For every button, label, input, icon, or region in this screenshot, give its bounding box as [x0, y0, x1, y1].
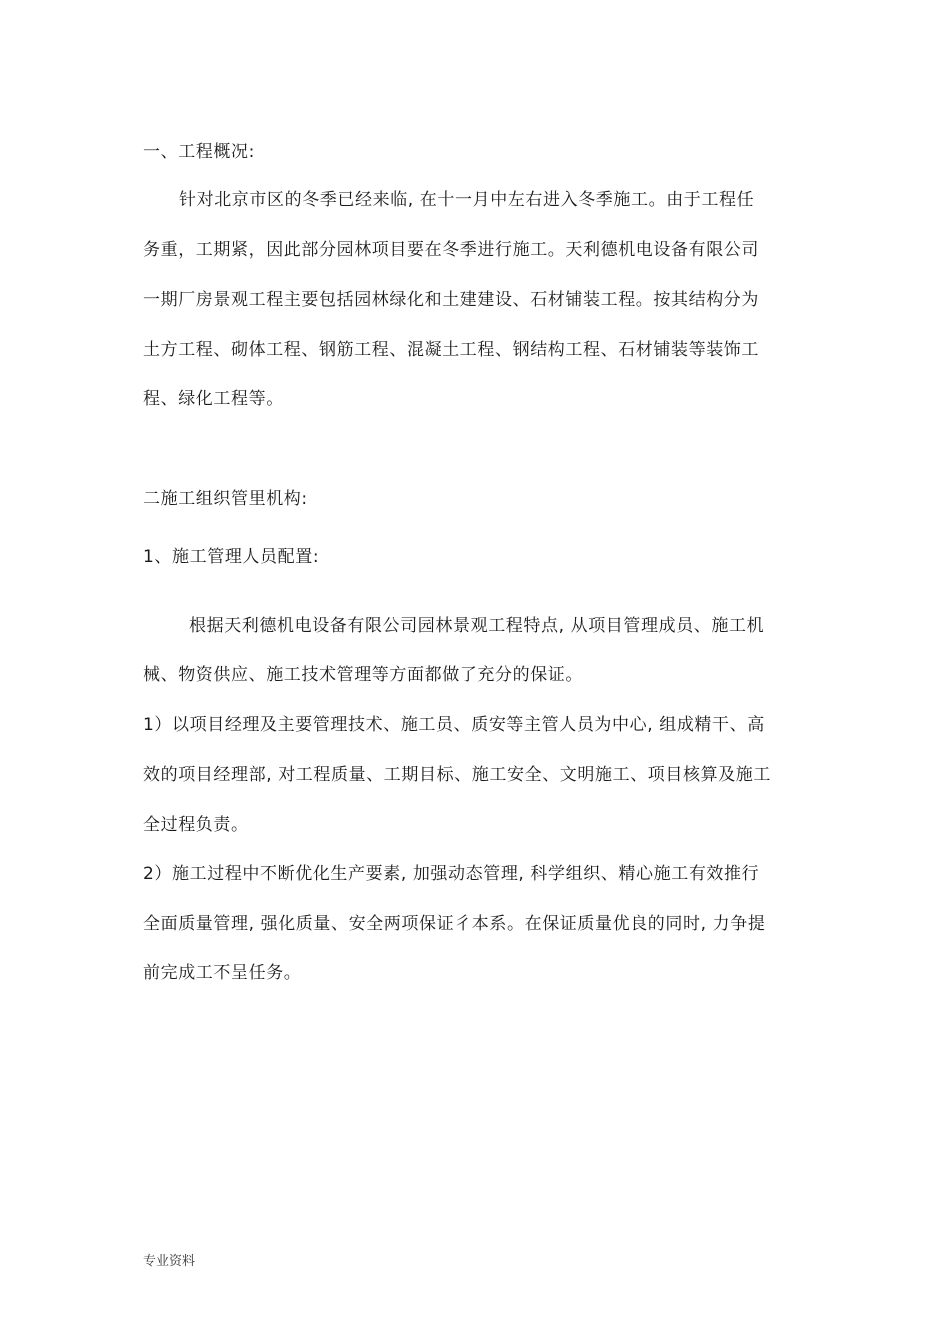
s2-para-line-1: 根据天利德机电设备有限公司园林景观工程特点, 从项目管理成员、施工机	[189, 616, 765, 636]
s1-line-1: 针对北京市区的冬季已经来临, 在十一月中左右进入冬季施工。由于工程任	[179, 190, 755, 210]
item-2-line-1: 2）施工过程中不断优化生产要素, 加强动态管理, 科学组织、精心施工有效推行	[143, 864, 760, 884]
item-2-line-3: 前完成工不呈任务。	[143, 963, 302, 983]
item-1-line-3: 全过程负责。	[143, 815, 249, 835]
item-2-line-2: 全面质量管理, 强化质量、安全两项保证彳本系。在保证质量优良的同时, 力争提	[143, 914, 766, 934]
item-1-line-2: 效的项目经理部, 对工程质量、工期目标、施工安全、文明施工、项目核算及施工	[143, 765, 772, 785]
s1-line-4: 土方工程、砌体工程、钢筋工程、混凝土工程、钢结构工程、石材铺装等装饰工	[143, 340, 759, 360]
section-2-subheading: 1、施工管理人员配置:	[143, 547, 320, 567]
page-footer: 专业资料	[143, 1254, 196, 1269]
s2-para-line-2: 械、物资供应、施工技术管理等方面都做了充分的保证。	[143, 665, 583, 685]
section-1-heading: 一、工程概况:	[143, 142, 255, 162]
s1-line-5: 程、绿化工程等。	[143, 389, 284, 409]
section-2-heading: 二施工组织管里机构:	[143, 489, 308, 509]
item-1-line-1: 1）以项目经理及主要管理技术、施工员、质安等主管人员为中心, 组成精干、高	[143, 715, 765, 735]
s1-line-3: 一期厂房景观工程主要包括园林绿化和土建建设、石材铺装工程。按其结构分为	[143, 290, 759, 310]
s1-line-2: 务重，工期紧，因此部分园林项目要在冬季进行施工。天利德机电设备有限公司	[143, 240, 759, 260]
